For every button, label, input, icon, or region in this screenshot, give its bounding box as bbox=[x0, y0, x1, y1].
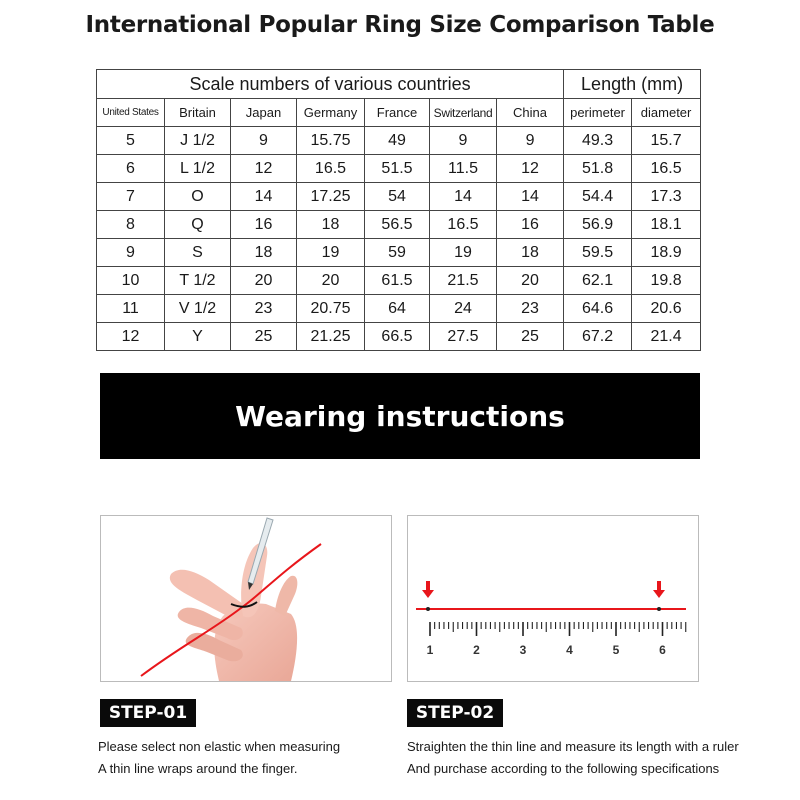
table-body bbox=[97, 127, 701, 351]
column-header: Germany bbox=[297, 99, 365, 127]
table-cell: 20.75 bbox=[297, 295, 365, 323]
table-cell: S bbox=[165, 239, 231, 267]
table-cell: 12 bbox=[97, 323, 165, 351]
table-cell: 64.6 bbox=[564, 295, 632, 323]
table-cell: 16.5 bbox=[632, 155, 701, 183]
table-row bbox=[97, 155, 701, 183]
table-row bbox=[97, 211, 701, 239]
table-cell: J 1/2 bbox=[165, 127, 231, 155]
table-cell: 11 bbox=[97, 295, 165, 323]
table-cell: 27.5 bbox=[430, 323, 497, 351]
table-cell: 21.5 bbox=[430, 267, 497, 295]
ruler-numbers bbox=[427, 643, 667, 657]
table-cell: 20 bbox=[497, 267, 564, 295]
table-cell: 49.3 bbox=[564, 127, 632, 155]
table-cell: 15.75 bbox=[297, 127, 365, 155]
table-cell: 16 bbox=[231, 211, 297, 239]
step-01-line-2: A thin line wraps around the finger. bbox=[98, 761, 298, 776]
table-cell: 16.5 bbox=[297, 155, 365, 183]
step-01-line-1: Please select non elastic when measuring bbox=[98, 739, 341, 754]
step-02-image bbox=[407, 515, 699, 682]
step-02-line-1: Straighten the thin line and measure its length with a ruler bbox=[407, 739, 739, 754]
table-cell: 64 bbox=[365, 295, 430, 323]
table-cell: 9 bbox=[497, 127, 564, 155]
left-arrow-icon bbox=[422, 581, 434, 598]
table-cell: 18.9 bbox=[632, 239, 701, 267]
table-cell: 10 bbox=[97, 267, 165, 295]
header-countries: Scale numbers of various countries bbox=[97, 70, 564, 99]
ruler-number: 3 bbox=[519, 643, 527, 657]
table-cell: 51.8 bbox=[564, 155, 632, 183]
step-02-line-2: And purchase according to the following specifications bbox=[407, 761, 720, 776]
table-cell: 56.9 bbox=[564, 211, 632, 239]
column-header: China bbox=[497, 99, 564, 127]
table-cell: 19.8 bbox=[632, 267, 701, 295]
table-cell: 6 bbox=[97, 155, 165, 183]
table-cell: 59.5 bbox=[564, 239, 632, 267]
hand-with-string-illustration bbox=[101, 516, 391, 681]
ruler-illustration bbox=[408, 516, 698, 681]
table-cell: 14 bbox=[231, 183, 297, 211]
banner-title: Wearing instructions bbox=[235, 399, 565, 433]
header-length: Length (mm) bbox=[564, 70, 701, 99]
table-cell: 16.5 bbox=[430, 211, 497, 239]
table-cell: 25 bbox=[497, 323, 564, 351]
table-cell: 8 bbox=[97, 211, 165, 239]
table-cell: 19 bbox=[430, 239, 497, 267]
column-header: Japan bbox=[231, 99, 297, 127]
table-cell: 20 bbox=[231, 267, 297, 295]
table-row bbox=[97, 239, 701, 267]
instructions-banner bbox=[100, 373, 700, 459]
ruler-number: 4 bbox=[566, 643, 573, 657]
table-cell: 18 bbox=[497, 239, 564, 267]
table-cell: 24 bbox=[430, 295, 497, 323]
table-cell: 12 bbox=[497, 155, 564, 183]
table-row bbox=[97, 183, 701, 211]
table-cell: 19 bbox=[297, 239, 365, 267]
table-cell: 66.5 bbox=[365, 323, 430, 351]
column-header: Switzerland bbox=[430, 99, 497, 127]
table-cell: 56.5 bbox=[365, 211, 430, 239]
column-header: Britain bbox=[165, 99, 231, 127]
step-01-label: STEP-01 bbox=[100, 699, 196, 727]
table-cell: 54.4 bbox=[564, 183, 632, 211]
table-row bbox=[97, 267, 701, 295]
table-cell: 7 bbox=[97, 183, 165, 211]
table-cell: 20.6 bbox=[632, 295, 701, 323]
table-cell: 20 bbox=[297, 267, 365, 295]
table-cell: 54 bbox=[365, 183, 430, 211]
column-header: diameter bbox=[632, 99, 701, 127]
ruler-ticks bbox=[430, 622, 686, 636]
table-cell: 67.2 bbox=[564, 323, 632, 351]
table-cell: L 1/2 bbox=[165, 155, 231, 183]
table-cell: 18.1 bbox=[632, 211, 701, 239]
ruler-number: 1 bbox=[426, 643, 434, 657]
table-cell: O bbox=[165, 183, 231, 211]
right-arrow-icon bbox=[653, 581, 665, 598]
table-cell: 21.25 bbox=[297, 323, 365, 351]
table-cell: 14 bbox=[430, 183, 497, 211]
table-cell: 49 bbox=[365, 127, 430, 155]
table-cell: 16 bbox=[497, 211, 564, 239]
step-01-image bbox=[100, 515, 392, 682]
table-row bbox=[97, 323, 701, 351]
table-cell: 17.25 bbox=[297, 183, 365, 211]
column-header: United States bbox=[97, 99, 165, 127]
table-cell: 18 bbox=[231, 239, 297, 267]
table-cell: 18 bbox=[297, 211, 365, 239]
table-cell: 51.5 bbox=[365, 155, 430, 183]
ruler-number: 5 bbox=[612, 643, 620, 657]
table-cell: 25 bbox=[231, 323, 297, 351]
table-cell: 17.3 bbox=[632, 183, 701, 211]
table-cell: 5 bbox=[97, 127, 165, 155]
ruler-number: 2 bbox=[473, 643, 480, 657]
ring-size-table bbox=[96, 69, 701, 351]
table-cell: Y bbox=[165, 323, 231, 351]
table-row bbox=[97, 295, 701, 323]
table-cell: T 1/2 bbox=[165, 267, 231, 295]
step-02-description bbox=[407, 736, 739, 780]
table-cell: 12 bbox=[231, 155, 297, 183]
table-cell: 9 bbox=[97, 239, 165, 267]
table-cell: Q bbox=[165, 211, 231, 239]
table-cell: 21.4 bbox=[632, 323, 701, 351]
table-cell: 15.7 bbox=[632, 127, 701, 155]
table-cell: 61.5 bbox=[365, 267, 430, 295]
table-cell: 14 bbox=[497, 183, 564, 211]
table-cell: 23 bbox=[497, 295, 564, 323]
table-cell: 62.1 bbox=[564, 267, 632, 295]
column-header: perimeter bbox=[564, 99, 632, 127]
table-row bbox=[97, 127, 701, 155]
step-02-label: STEP-02 bbox=[407, 699, 503, 727]
page-title: International Popular Ring Size Comparison Table bbox=[85, 12, 715, 38]
table-cell: V 1/2 bbox=[165, 295, 231, 323]
table-cell: 23 bbox=[231, 295, 297, 323]
table-cell: 9 bbox=[231, 127, 297, 155]
table-cell: 59 bbox=[365, 239, 430, 267]
table-cell: 9 bbox=[430, 127, 497, 155]
ruler-number: 6 bbox=[659, 643, 666, 657]
step-01-description bbox=[98, 736, 340, 780]
column-header: France bbox=[365, 99, 430, 127]
table-cell: 11.5 bbox=[430, 155, 497, 183]
